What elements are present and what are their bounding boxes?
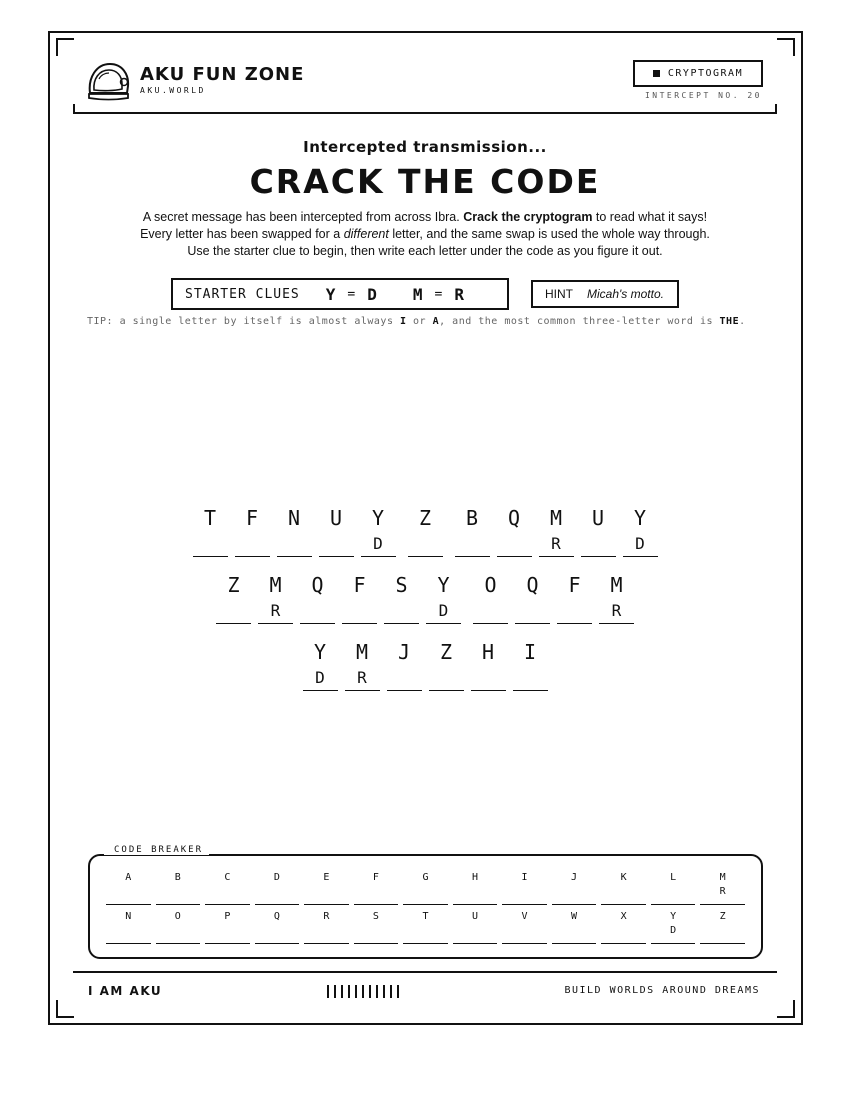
instructions-line-1: A secret message has been intercepted from across Ibra. Crack the cryptogram to read what it says!: [142, 210, 708, 224]
clue-pair: M = R: [412, 284, 464, 304]
answer-blank[interactable]: D: [361, 533, 396, 557]
corner-mark-top-left: [56, 38, 74, 56]
cipher-letter: N: [287, 506, 301, 530]
cipher-letter: M: [610, 573, 623, 597]
letter-cell: [361, 503, 396, 557]
letter-cell: [216, 570, 251, 624]
answer-blank[interactable]: D: [623, 533, 658, 557]
code-breaker-letter: C: [224, 872, 231, 883]
letter-cell: [515, 570, 550, 624]
puzzle-word: [455, 503, 658, 557]
cipher-letter: J: [397, 640, 411, 664]
clue-pair: Y = D: [325, 284, 377, 304]
answer-blank[interactable]: [408, 533, 443, 557]
code-breaker-letter: V: [521, 911, 528, 922]
answer-blank[interactable]: [216, 600, 251, 624]
code-breaker-key[interactable]: [552, 911, 597, 944]
code-breaker-answer[interactable]: D: [670, 925, 677, 936]
code-breaker-letter: F: [372, 872, 379, 883]
barcode-icon: [327, 985, 403, 998]
square-bullet-icon: [653, 70, 660, 77]
code-breaker-key[interactable]: [304, 872, 349, 905]
letter-cell: [384, 570, 419, 624]
code-breaker-letter: Z: [719, 911, 726, 922]
code-breaker-letter: H: [471, 872, 478, 883]
code-breaker-key[interactable]: [255, 872, 300, 905]
answer-blank[interactable]: [319, 533, 354, 557]
code-breaker-letter: Q: [273, 911, 280, 922]
tip-text: TIP: a single letter by itself is almost always I or A, and the most common three-letter word is THE.: [87, 316, 746, 327]
puzzle-word: [473, 570, 634, 624]
code-breaker-key[interactable]: [156, 872, 201, 905]
answer-blank[interactable]: R: [539, 533, 574, 557]
puzzle-line: [0, 503, 850, 557]
brand-url: AKU.WORLD: [140, 86, 206, 95]
answer-blank[interactable]: [455, 533, 490, 557]
code-breaker-key[interactable]: [106, 911, 151, 944]
cipher-letter: M: [355, 640, 369, 664]
cipher-letter: B: [465, 506, 479, 530]
code-breaker-letter: D: [273, 872, 280, 883]
code-breaker-key[interactable]: [304, 911, 349, 944]
letter-cell: [497, 503, 532, 557]
answer-blank[interactable]: R: [599, 600, 634, 624]
answer-blank[interactable]: D: [303, 667, 338, 691]
letter-cell: [277, 503, 312, 557]
letter-cell: [539, 503, 574, 557]
letter-cell: [557, 570, 592, 624]
cipher-letter: T: [203, 506, 217, 530]
code-breaker-letter: O: [174, 911, 181, 922]
page-title: CRACK THE CODE: [249, 162, 601, 201]
code-breaker-letter: I: [521, 872, 528, 883]
code-breaker-key[interactable]: [156, 911, 201, 944]
code-breaker-key[interactable]: [205, 872, 250, 905]
cipher-letter: Q: [311, 573, 324, 597]
code-breaker-key[interactable]: [354, 911, 399, 944]
code-breaker-letter: G: [422, 872, 429, 883]
puzzle-word: [408, 503, 443, 557]
answer-blank[interactable]: [387, 667, 422, 691]
kicker: Intercepted transmission...: [303, 138, 547, 156]
cipher-letter: Q: [526, 573, 539, 597]
code-breaker-key[interactable]: [601, 911, 646, 944]
cipher-letter: I: [523, 640, 537, 664]
answer-blank[interactable]: R: [258, 600, 293, 624]
code-breaker-letter: J: [571, 872, 578, 883]
cipher-letter: Q: [507, 506, 521, 530]
letter-cell: [581, 503, 616, 557]
brand-name: AKU FUN ZONE: [140, 64, 305, 85]
code-breaker-letter: E: [323, 872, 330, 883]
letter-cell: [408, 503, 443, 557]
answer-blank[interactable]: [300, 600, 335, 624]
header-rule: [73, 104, 777, 114]
puzzle-line: [0, 570, 850, 624]
code-breaker-letter: M: [719, 872, 726, 883]
code-breaker-key[interactable]: [106, 872, 151, 905]
answer-blank[interactable]: [497, 533, 532, 557]
letter-cell: [342, 570, 377, 624]
code-breaker-letter: N: [125, 911, 132, 922]
code-breaker-key[interactable]: [502, 911, 547, 944]
code-breaker-key[interactable]: [453, 911, 498, 944]
code-breaker-key[interactable]: [552, 872, 597, 905]
answer-blank[interactable]: [557, 600, 592, 624]
hint-text: Micah's motto.: [587, 287, 664, 301]
code-breaker-letter: B: [174, 872, 181, 883]
code-breaker-letter: Y: [670, 911, 677, 922]
cipher-letter: U: [329, 506, 343, 530]
code-breaker-panel: [88, 854, 763, 959]
instructions: [75, 209, 775, 260]
answer-blank[interactable]: [342, 600, 377, 624]
answer-blank[interactable]: [513, 667, 548, 691]
answer-blank[interactable]: [471, 667, 506, 691]
letter-cell: [387, 637, 422, 691]
footer-tagline-left: I AM AKU: [88, 984, 163, 998]
letter-cell: [471, 637, 506, 691]
footer-rule: [73, 971, 777, 973]
letter-cell: [623, 503, 658, 557]
cipher-letter: F: [245, 506, 259, 530]
letter-cell: [345, 637, 380, 691]
code-breaker-letter: R: [323, 911, 330, 922]
code-breaker-key[interactable]: [502, 872, 547, 905]
astronaut-helmet-icon: [86, 60, 132, 102]
answer-blank[interactable]: R: [345, 667, 380, 691]
puzzle-line: [0, 637, 850, 691]
cipher-letter: F: [568, 573, 581, 597]
answer-blank[interactable]: [193, 533, 228, 557]
starter-clues-box: [171, 278, 509, 310]
letter-cell: [599, 570, 634, 624]
corner-mark-top-right: [777, 38, 795, 56]
answer-blank[interactable]: [277, 533, 312, 557]
answer-blank[interactable]: [515, 600, 550, 624]
cipher-letter: F: [353, 573, 366, 597]
cipher-letter: Z: [227, 573, 240, 597]
answer-blank[interactable]: [384, 600, 419, 624]
puzzle-word: [216, 570, 461, 624]
code-breaker-row: [106, 872, 745, 905]
code-breaker-row: [106, 911, 745, 944]
letter-cell: [258, 570, 293, 624]
code-breaker-letter: K: [620, 872, 627, 883]
starter-clues-label: STARTER CLUES: [185, 286, 300, 302]
puzzle-word: [193, 503, 396, 557]
code-breaker-letter: L: [670, 872, 677, 883]
code-breaker-key[interactable]: [403, 911, 448, 944]
code-breaker-key[interactable]: [403, 872, 448, 905]
letter-cell: [455, 503, 490, 557]
code-breaker-letter: T: [422, 911, 429, 922]
cipher-letter: Y: [633, 506, 647, 530]
cipher-letter: Z: [418, 506, 432, 530]
cipher-letter: M: [269, 573, 282, 597]
corner-mark-bottom-left: [56, 1000, 74, 1018]
code-breaker-key[interactable]: [255, 911, 300, 944]
code-breaker-key[interactable]: [700, 911, 745, 944]
activity-type-badge: [633, 60, 763, 87]
cipher-letter: U: [591, 506, 605, 530]
code-breaker-letter: U: [471, 911, 478, 922]
answer-blank[interactable]: [581, 533, 616, 557]
hint-box: [531, 280, 679, 308]
instructions-line-3: Use the starter clue to begin, then write each letter under the code as you figure it out.: [187, 244, 663, 258]
code-breaker-key[interactable]: [354, 872, 399, 905]
code-breaker-key[interactable]: [651, 911, 696, 944]
code-breaker-key[interactable]: [651, 872, 696, 905]
answer-blank[interactable]: [235, 533, 270, 557]
intercept-number: INTERCEPT NO. 20: [644, 91, 762, 100]
puzzle-word: [303, 637, 548, 691]
corner-mark-bottom-right: [777, 1000, 795, 1018]
cipher-letter: O: [484, 573, 497, 597]
activity-type-label: CRYPTOGRAM: [667, 68, 744, 79]
code-breaker-letter: P: [224, 911, 231, 922]
cipher-letter: Y: [371, 506, 385, 530]
code-breaker-letter: A: [125, 872, 132, 883]
letter-cell: [235, 503, 270, 557]
footer-tagline-right: BUILD WORLDS AROUND DREAMS: [564, 985, 760, 996]
answer-blank[interactable]: [429, 667, 464, 691]
hint-label: HINT: [545, 287, 573, 301]
letter-cell: [429, 637, 464, 691]
code-breaker-letter: W: [571, 911, 578, 922]
code-breaker-key[interactable]: [700, 872, 745, 905]
letter-cell: [319, 503, 354, 557]
code-breaker-label: CODE BREAKER: [104, 845, 209, 855]
letter-cell: [300, 570, 335, 624]
cipher-letter: H: [481, 640, 495, 664]
instructions-line-2: Every letter has been swapped for a different letter, and the same swap is used the whole way through.: [140, 227, 710, 241]
letter-cell: [303, 637, 338, 691]
answer-blank[interactable]: [473, 600, 508, 624]
letter-cell: [426, 570, 461, 624]
letter-cell: [513, 637, 548, 691]
cipher-letter: Z: [439, 640, 453, 664]
code-breaker-letter: X: [620, 911, 627, 922]
cipher-letter: M: [549, 506, 563, 530]
cipher-letter: Y: [437, 573, 450, 597]
letter-cell: [193, 503, 228, 557]
code-breaker-key[interactable]: [205, 911, 250, 944]
code-breaker-key[interactable]: [453, 872, 498, 905]
code-breaker-key[interactable]: [601, 872, 646, 905]
code-breaker-letter: S: [372, 911, 379, 922]
cipher-letter: Y: [313, 640, 327, 664]
letter-cell: [473, 570, 508, 624]
code-breaker-answer[interactable]: R: [719, 886, 726, 897]
cipher-letter: S: [395, 573, 408, 597]
answer-blank[interactable]: D: [426, 600, 461, 624]
